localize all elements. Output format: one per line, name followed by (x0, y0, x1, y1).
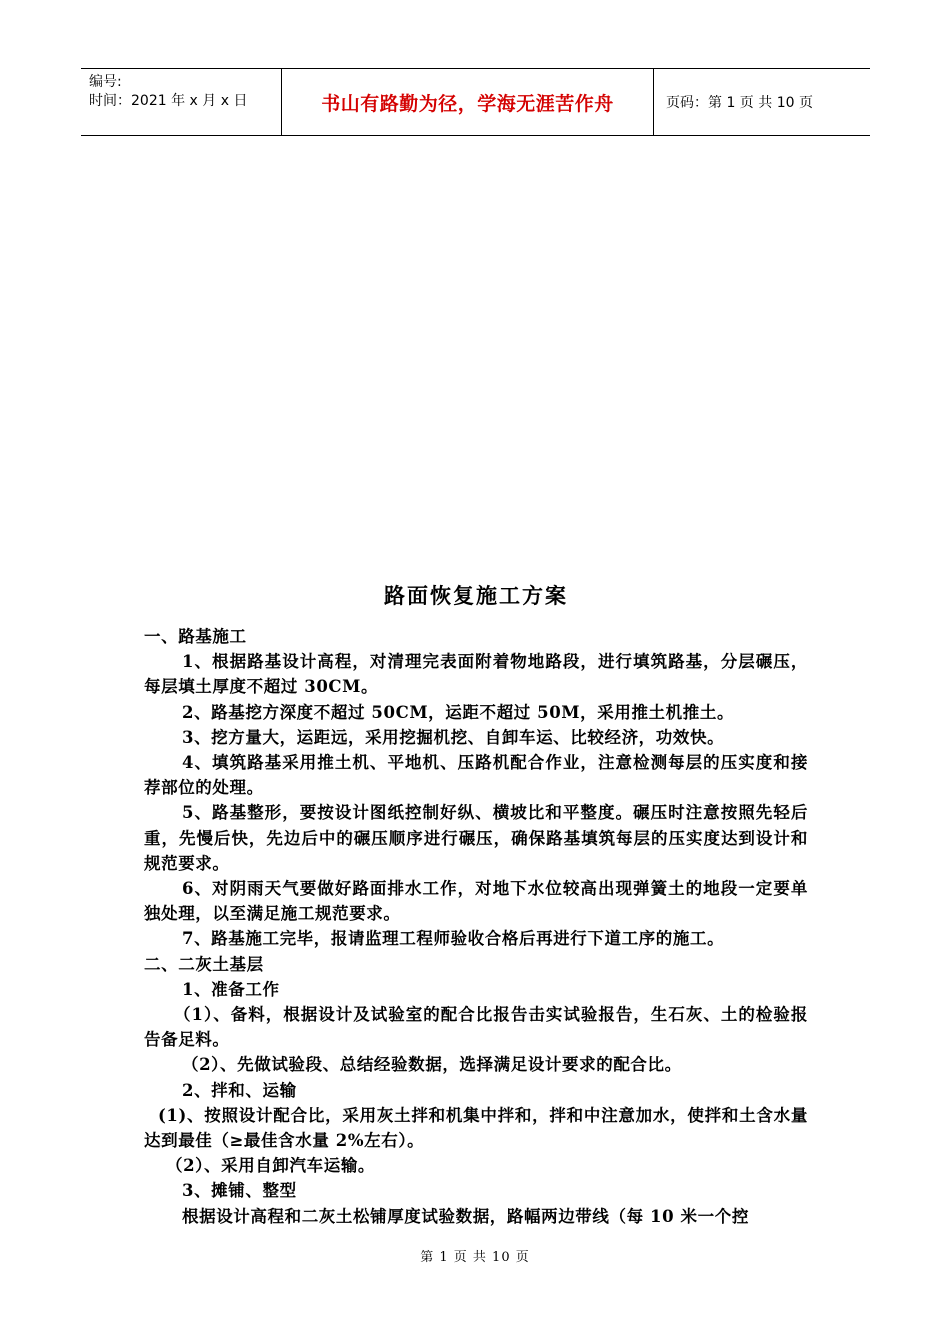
paragraph: 1、根据路基设计高程，对清理完表面附着物地路段，进行填筑路基，分层碾压，每层填土厚度不超过 30CM。 (144, 652, 808, 697)
paragraph: 4、填筑路基采用推土机、平地机、压路机配合作业，注意检测每层的压实度和接荐部位的处理。 (144, 753, 808, 798)
document-body (144, 580, 808, 1229)
paragraph: （2）、先做试验段、总结经验数据，选择满足设计要求的配合比。 (182, 1055, 682, 1075)
date-label: 时间：2021 年 x 月 x 日 (89, 93, 248, 109)
paragraph: 7、路基施工完毕，报请监理工程师验收合格后再进行下道工序的施工。 (182, 929, 725, 949)
paragraph: 5、路基整形，要按设计图纸控制好纵、横坡比和平整度。碾压时注意按照先轻后重，先慢后快，先边后中的碾压顺序进行碾压，确保路基填筑每层的压实度达到设计和规范要求。 (144, 803, 808, 873)
subsection-heading: 1、准备工作 (182, 979, 280, 999)
section-heading: 二、二灰土基层 (144, 954, 264, 974)
paragraph: 根据设计高程和二灰土松铺厚度试验数据，路幅两边带线（每 10 米一个控 (182, 1206, 749, 1226)
number-label: 编号: (89, 74, 122, 90)
subsection-heading: 2、拌和、运输 (182, 1080, 297, 1100)
subsection-heading: 3、摊铺、整型 (182, 1181, 297, 1201)
header-page-cell (654, 69, 870, 135)
header-meta-cell (81, 69, 282, 135)
motto-text: 书山有路勤为径，学海无涯苦作舟 (321, 92, 614, 115)
page-info: 页码：第 1 页 共 10 页 (666, 95, 813, 111)
paragraph: （1）、备料，根据设计及试验室的配合比报告击实试验报告，生石灰、土的检验报告备足料。 (144, 1005, 808, 1050)
page-footer: 第 1 页 共 10 页 (420, 1250, 530, 1265)
header-table (81, 68, 870, 136)
paragraph: 3、挖方量大，运距远，采用挖掘机挖、自卸车运、比较经济，功效快。 (182, 727, 725, 747)
paragraph: （2）、采用自卸汽车运输。 (166, 1156, 376, 1176)
section-heading: 一、路基施工 (144, 627, 247, 646)
paragraph: 2、路基挖方深度不超过 50CM，运距不超过 50M，采用推土机推土。 (182, 702, 735, 722)
paragraph: (1)、按照设计配合比，采用灰土拌和机集中拌和，拌和中注意加水，使拌和土含水量达到最佳（≥最佳含水量 2%左右）。 (144, 1105, 808, 1151)
paragraph: 6、对阴雨天气要做好路面排水工作，对地下水位较高出现弹簧土的地段一定要单独处理，以至满足施工规范要求。 (144, 879, 808, 924)
header-motto-cell (282, 69, 654, 135)
document-title: 路面恢复施工方案 (384, 583, 568, 608)
